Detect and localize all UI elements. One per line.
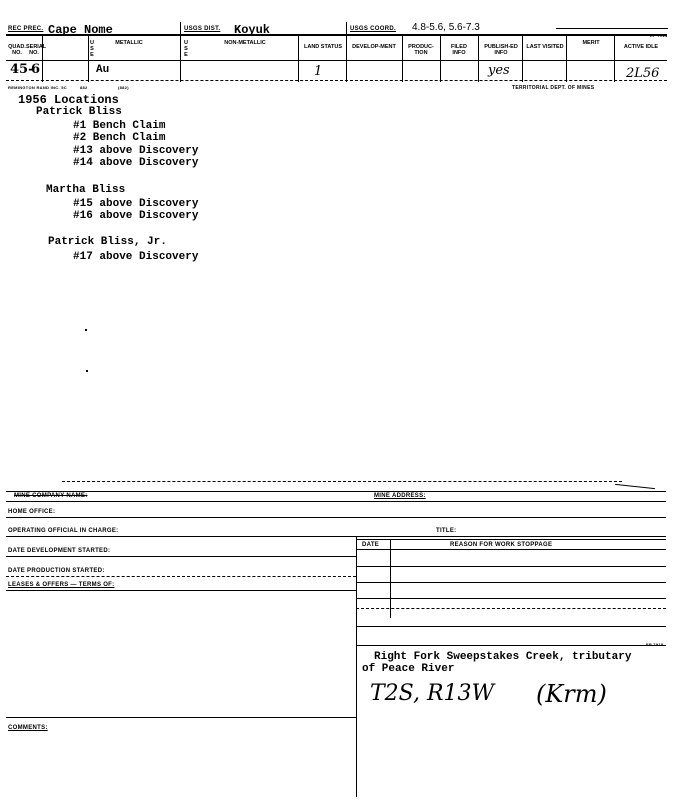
form-number: EP 7914 (650, 33, 668, 38)
usgs-dist-value: Koyuk (234, 23, 271, 37)
locations-heading: 1956 Locations (18, 93, 119, 107)
claim-item: #1 Bench Claim (73, 120, 166, 132)
serial-value: 6 (31, 62, 41, 77)
group-name: Martha Bliss (46, 184, 126, 196)
active-idle-value: 2L56 (626, 66, 660, 81)
col-development: DEVELOP-MENT (352, 44, 396, 50)
mine-company-name-label: MINE COMPANY NAME: (14, 493, 88, 499)
col-merit: MERIT (582, 40, 600, 46)
metallic-value: Au (96, 64, 110, 76)
claim-item: #2 Bench Claim (73, 132, 166, 144)
group-name: Patrick Bliss, Jr. (48, 236, 167, 248)
imprint-right: TERRITORIAL DEPT. OF MINES (512, 85, 595, 91)
usgs-dist-label: USGS DIST. (184, 26, 221, 32)
claim-item: #16 above Discovery (73, 210, 199, 222)
claim-item: #15 above Discovery (73, 198, 199, 210)
date-col-label: DATE (362, 542, 380, 548)
quad-value: 45- (10, 62, 34, 77)
imprint-code: 882 (80, 85, 88, 90)
col-land-status: LAND STATUS (304, 44, 342, 50)
col-last-visited: LAST VISITED (526, 44, 564, 50)
form-number-2: EP 7915 (646, 642, 664, 647)
usgs-coord-value: 4.8-5.6, 5.6-7.3 (412, 22, 480, 33)
claim-item: #14 above Discovery (73, 157, 199, 169)
col-serial-no: SERIAL NO. (26, 44, 47, 56)
imprint-code-2: (882) (118, 85, 129, 90)
township-range-handwritten: T2S, R13W (370, 681, 495, 706)
mine-address-label: MINE ADDRESS: (374, 493, 426, 499)
col-use-2: U S E (184, 40, 188, 58)
home-office-label: HOME OFFICE: (8, 509, 56, 515)
col-active-idle: ACTIVE IDLE (623, 44, 659, 50)
rec-prec-value: Cape Nome (48, 23, 113, 37)
rec-prec-label: REC PREC. (8, 26, 44, 32)
col-use-1: U S E (90, 40, 94, 58)
location-note-line1: Right Fork Sweepstakes Creek, tributary (374, 651, 632, 663)
comments-label: COMMENTS: (8, 725, 48, 731)
location-note-line2: of Peace River (362, 663, 455, 675)
leases-offers-label: LEASES & OFFERS — TERMS OF: (8, 582, 115, 588)
col-published-info: PUBLISH-ED INFO (484, 44, 518, 56)
claim-item: #17 above Discovery (73, 251, 199, 263)
land-status-value: 1 (314, 64, 323, 79)
col-production: PRODUC-TION (408, 44, 434, 56)
title-label: TITLE: (436, 528, 457, 534)
group-name: Patrick Bliss (36, 106, 122, 118)
col-metallic: METALLIC (115, 40, 143, 46)
reason-col-label: REASON FOR WORK STOPPAGE (450, 542, 553, 548)
operating-official-label: OPERATING OFFICIAL IN CHARGE: (8, 528, 119, 534)
usgs-coord-label: USGS COORD. (350, 26, 396, 32)
initials-handwritten: (Krm) (536, 680, 607, 708)
claim-item: #13 above Discovery (73, 145, 199, 157)
date-production-started-label: DATE PRODUCTION STARTED: (8, 568, 105, 574)
col-non-metallic: NON-METALLIC (224, 40, 266, 46)
col-quad-no: QUAD. NO. (8, 44, 26, 56)
date-development-started-label: DATE DEVELOPMENT STARTED: (8, 548, 111, 554)
imprint-left: REMINGTON RAND INC. 5C (8, 85, 67, 90)
published-info-value: yes (488, 63, 510, 78)
col-filed-info: FILED INFO (451, 44, 467, 56)
